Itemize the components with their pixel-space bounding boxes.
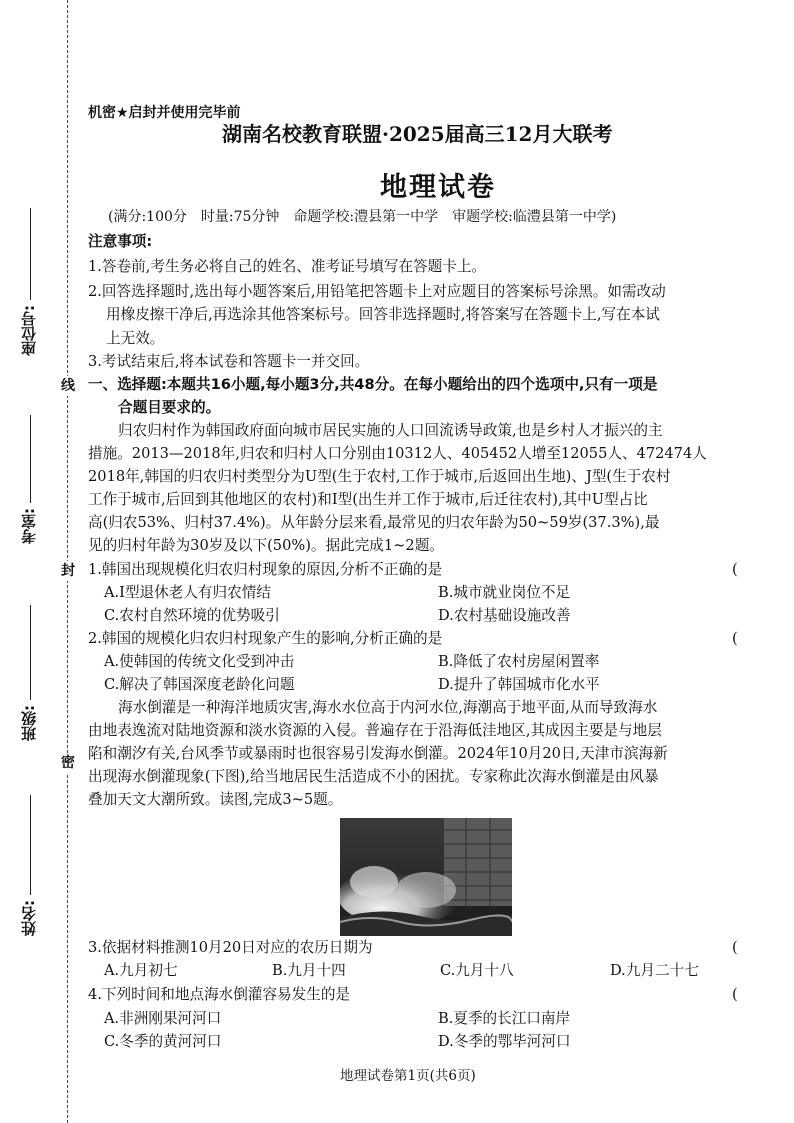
name-blank[interactable] [30,795,31,895]
seat-blank[interactable] [30,208,31,300]
question-4-option-d[interactable]: D.冬季的鄂毕河河口 [438,1033,571,1050]
question-3-option-a[interactable]: A.九月初七 [104,962,178,979]
question-2-option-d[interactable]: D.提升了韩国城市化水平 [438,676,600,693]
exam-room-blank[interactable] [30,415,31,503]
question-1-option-c[interactable]: C.农村自然环境的优势吸引 [104,607,280,624]
question-3-stem: 3.依据材料推测10月20日对应的农历日期为 [88,939,373,956]
note-2-line-2: 用橡皮擦干净后,再选涂其他答案标号。回答非选择题时,将答案写在答题卡上,写在本试 [106,306,660,323]
passage-1-line-3: 2018年,韩国的归农归村类型分为U型(生于农村,工作于城市,后返回出生地)、J型(生于农村 [88,468,671,485]
question-2-answer-paren[interactable]: ( [732,630,738,647]
subject-title: 地理试卷 [380,172,496,203]
question-3-answer-paren[interactable]: ( [732,939,738,956]
question-1-option-a[interactable]: A.I型退休老人有归农情结 [104,584,271,601]
question-1-answer-paren[interactable]: ( [732,561,738,578]
seal-mark-feng: 封 [61,563,75,579]
seawater-intrusion-photo [340,818,512,936]
passage-2-line-5: 叠加天文大潮所致。读图,完成3~5题。 [88,791,343,808]
note-1: 1.答卷前,考生务必将自己的姓名、准考证号填写在答题卡上。 [88,258,487,275]
exam-room-label: 考室: [20,508,38,544]
exam-title: 湖南名校教育联盟·2025届高三12月大联考 [222,122,613,146]
question-3-option-d[interactable]: D.九月二十七 [610,962,699,979]
question-4-option-a[interactable]: A.非洲刚果河河口 [104,1010,222,1027]
seal-mark-xian: 线 [61,378,75,394]
section-heading-line-1: 一、选择题:本题共16小题,每小题3分,共48分。在每小题给出的四个选项中,只有一项是 [88,376,658,393]
question-1-stem: 1.韩国出现规模化归农归村现象的原因,分析不正确的是 [88,561,443,578]
page-footer: 地理试卷第1页(共6页) [340,1068,476,1084]
question-4-answer-paren[interactable]: ( [732,986,738,1003]
confidential-note: 机密★启封并使用完毕前 [88,105,241,121]
question-2-stem: 2.韩国的规模化归农归村现象产生的影响,分析正确的是 [88,630,443,647]
passage-2-line-3: 陷和潮汐有关,台风季节或暴雨时也很容易引发海水倒灌。2024年10月20日,天津市滨海新 [88,745,668,762]
question-2-option-b[interactable]: B.降低了农村房屋闲置率 [438,653,600,670]
question-1-option-b[interactable]: B.城市就业岗位不足 [438,584,571,601]
question-1-option-d[interactable]: D.农村基础设施改善 [438,607,571,624]
seal-mark-mi: 密 [61,755,75,771]
passage-1-line-5: 高(归农53%、归村37.4%)。从年龄分层来看,最常见的归农年龄为50~59岁(37.3%),最 [88,514,660,531]
passage-1-line-6: 见的归村年龄为30岁及以下(50%)。据此完成1~2题。 [88,537,444,554]
passage-2-line-2: 由地表逸流对陆地资源和淡水资源的入侵。普遍存在于沿海低洼地区,其成因主要是与地层 [88,722,662,739]
passage-1-line-2: 措施。2013—2018年,归农和归村人口分别由10312人、405452人增至12055人、472474人 [88,445,707,462]
notes-heading: 注意事项: [88,233,153,250]
passage-2-line-1: 海水倒灌是一种海洋地质灾害,海水水位高于内河水位,海潮高于地平面,从而导致海水 [118,699,658,716]
question-4-option-c[interactable]: C.冬季的黄河河口 [104,1033,222,1050]
question-3-option-b[interactable]: B.九月十四 [272,962,346,979]
passage-1-line-1: 归农归村作为韩国政府面向城市居民实施的人口回流诱导政策,也是乡村人才振兴的主 [118,422,663,439]
passage-1-line-4: 工作于城市,后回到其他地区的农村)和I型(出生并工作于城市,后迁往农村),其中U型占比 [88,491,648,508]
seat-label: 座位号: [20,305,38,356]
class-label: 班级: [20,705,38,741]
passage-2-line-4: 出现海水倒灌现象(下图),给当地居民生活造成不小的困扰。专家称此次海水倒灌是由风暴 [88,768,659,785]
note-3: 3.考试结束后,将本试卷和答题卡一并交回。 [88,353,370,370]
note-2-line-3: 上无效。 [106,330,165,347]
question-4-stem: 4.下列时间和地点海水倒灌容易发生的是 [88,986,351,1003]
question-3-option-c[interactable]: C.九月十八 [440,962,514,979]
note-2-line-1: 2.回答选择题时,选出每小题答案后,用铅笔把答题卡上对应题目的答案标号涂黑。如需改动 [88,283,666,300]
exam-info: (满分:100分 时量:75分钟 命题学校:澧县第一中学 审题学校:临澧县第一中学) [108,209,617,225]
name-label: 姓名: [20,900,38,936]
section-heading-line-2: 合题目要求的。 [118,399,221,416]
question-2-option-c[interactable]: C.解决了韩国深度老龄化问题 [104,676,295,693]
question-2-option-a[interactable]: A.使韩国的传统文化受到冲击 [104,653,295,670]
class-blank[interactable] [30,605,31,700]
question-4-option-b[interactable]: B.夏季的长江口南岸 [438,1010,571,1027]
